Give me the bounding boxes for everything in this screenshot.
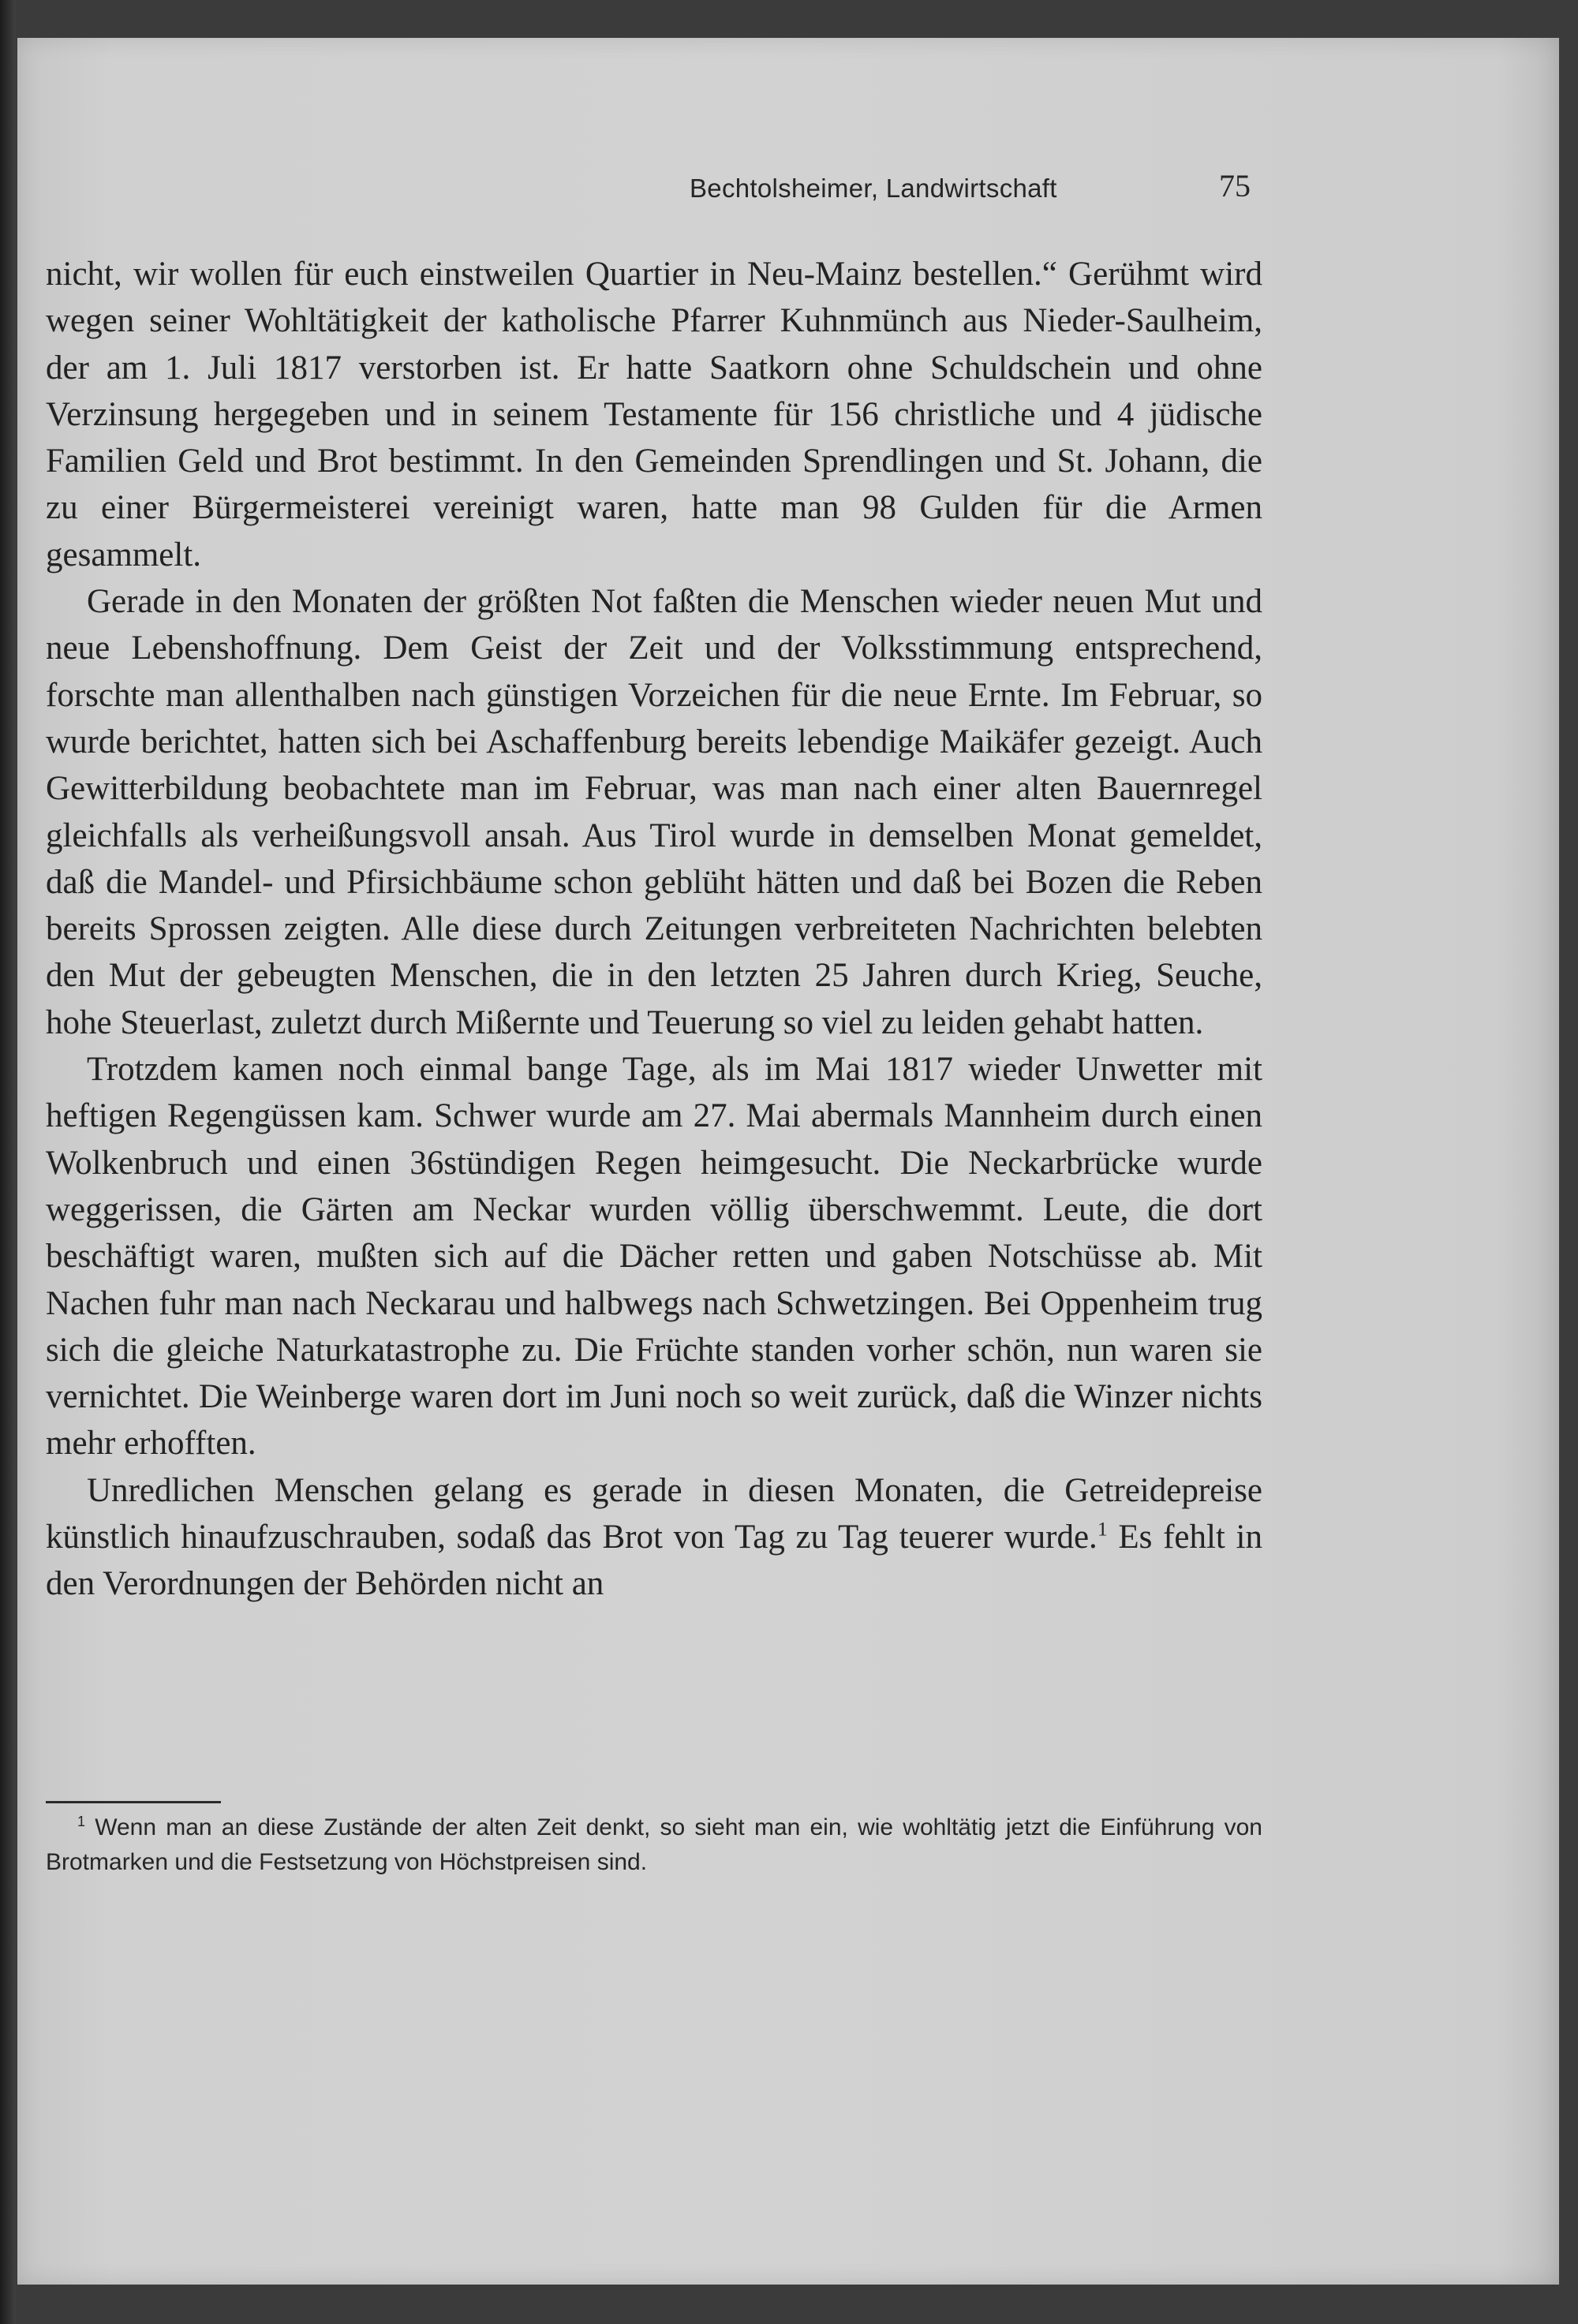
paragraph-4-continuation: Es fehlt in den Verordnungen der Behörden nicht an	[46, 1519, 1263, 1603]
book-spine-edge	[0, 0, 16, 2324]
paragraph-4-text: Unredlichen Menschen gelang es gerade in diesen Monaten, die Getreidepreise künstlich hinaufzuschrauben, sodaß das Brot von Tag zu Tag teuerer wurde.	[46, 1471, 1262, 1556]
running-head-title: Bechtolsheimer, Landwirtschaft	[690, 174, 1057, 203]
footnote-text: Wenn man an diese Zustände der alten Zeit denkt, so sieht man ein, wie wohltätig jetzt die Einführung von Brotmarken und die Festsetzung von Höchstpreisen sind.	[46, 1814, 1262, 1875]
paragraph-2: Gerade in den Monaten der größten Not faßten die Menschen wieder neuen Mut und neue Lebenshoffnung. Dem Geist der Zeit und der Volksstimmung entsprechend, forschte man allenthalben nach günstigen Vorzeichen für die neue Ernte. Im Februar, so wurde berichtet, hatten sich bei Aschaffenburg bereits lebendige Maikäfer gezeigt. Auch Gewitterbildung beobachtete man im Februar, was man nach einer alten Bauernregel gleichfalls als verheißungsvoll ansah. Aus Tirol wurde in demselben Monat gemeldet, daß die Mandel- und Pfirsichbäume schon geblüht hätten und daß bei Bozen die Reben bereits Sprossen zeigten. Alle diese durch Zeitungen verbreiteten Nachrichten belebten den Mut der gebeugten Menschen, die in den letzten 25 Jahren durch Krieg, Seuche, hohe Steuerlast, zuletzt durch Mißernte und Teuerung so viel zu leiden gehabt hatten.	[46, 583, 1262, 1041]
footnote-marker: 1	[77, 1814, 86, 1829]
main-text	[46, 251, 1262, 1608]
footnote	[46, 1810, 1262, 1880]
paragraph-1: nicht, wir wollen für euch einstweilen Quartier in Neu-Mainz bestellen.“ Gerühmt wird wegen seiner Wohltätigkeit der katholische Pfarrer Kuhnmünch aus Nieder-Saulheim, der am 1. Juli 1817 verstorben ist. Er hatte Saatkorn ohne Schuldschein und ohne Verzinsung hergegeben und in seinem Testamente für 156 christliche und 4 jüdische Familien Geld und Brot bestimmt. In den Gemeinden Sprendlingen und St. Johann, die zu einer Bürgermeisterei vereinigt waren, hatte man 98 Gulden für die Armen gesammelt.	[46, 256, 1262, 574]
footnote-reference: 1	[1097, 1517, 1108, 1541]
paragraph-4	[46, 1467, 1262, 1608]
footnote-divider	[46, 1801, 221, 1803]
page-number: 75	[1219, 168, 1251, 204]
paragraph-3: Trotzdem kamen noch einmal bange Tage, als im Mai 1817 wieder Unwetter mit heftigen Regengüssen kam. Schwer wurde am 27. Mai abermals Mannheim durch einen Wolkenbruch und einen 36stündigen Regen heimgesucht. Die Neckarbrücke wurde weggerissen, die Gärten am Neckar wurden völlig überschwemmt. Leute, die dort beschäftigt waren, mußten sich auf die Dächer retten und gaben Notschüsse ab. Mit Nachen fuhr man nach Neckarau und halbwegs nach Schwetzingen. Bei Oppenheim trug sich die gleiche Naturkatastrophe zu. Die Früchte standen vorher schön, nun waren sie vernichtet. Die Weinberge waren dort im Juni noch so weit zurück, daß die Winzer nichts mehr erhofften.	[46, 1051, 1262, 1463]
